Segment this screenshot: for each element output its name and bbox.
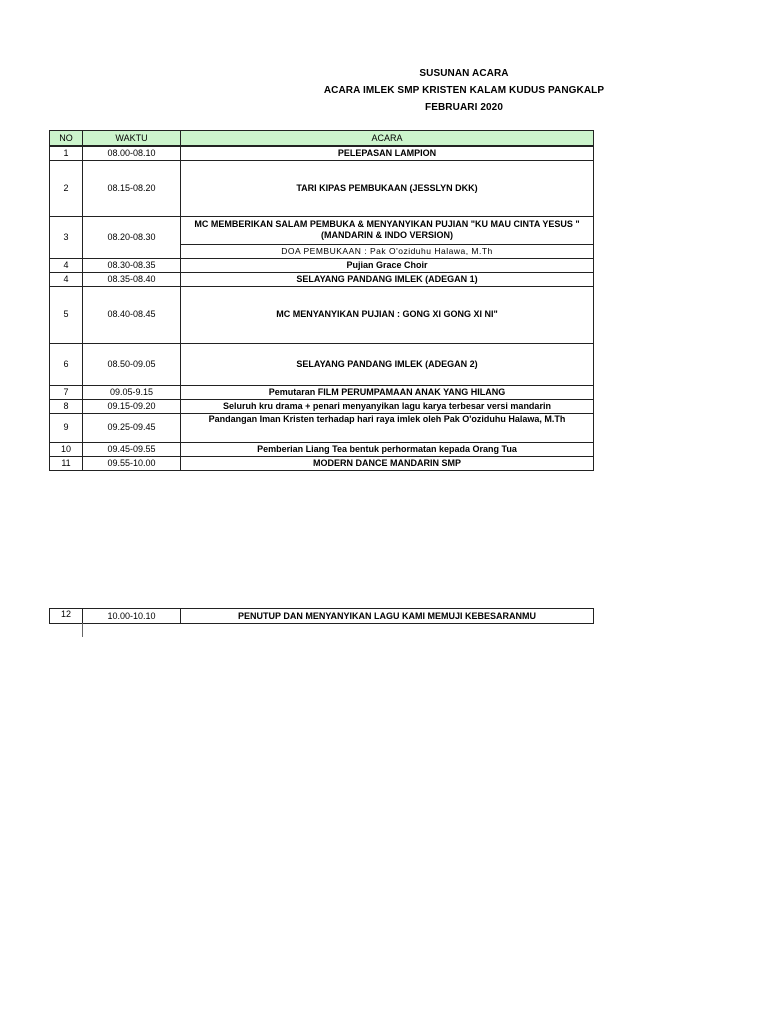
table-row	[50, 456, 594, 470]
table-row	[50, 609, 594, 624]
row-waktu: 09.45-09.55	[83, 442, 181, 456]
row-acara: Pemutaran FILM PERUMPAMAAN ANAK YANG HILANG	[181, 385, 594, 399]
schedule-table	[49, 130, 594, 471]
table-row	[50, 160, 594, 216]
row-no: 12	[50, 609, 83, 624]
row-waktu: 10.00-10.10	[83, 609, 181, 624]
row-acara: Pandangan Iman Kristen terhadap hari raya imlek oleh Pak O'oziduhu Halawa, M.Th	[181, 413, 594, 442]
row-no: 9	[50, 413, 83, 442]
row-acara: Pujian Grace Choir	[181, 258, 594, 272]
row-acara: TARI KIPAS PEMBUKAAN (JESSLYN DKK)	[181, 160, 594, 216]
row-waktu: 08.50-09.05	[83, 343, 181, 385]
table-row	[50, 413, 594, 442]
row-waktu: 08.20-08.30	[83, 216, 181, 258]
table-row	[50, 216, 594, 244]
row-waktu: 09.25-09.45	[83, 413, 181, 442]
row-waktu: 09.55-10.00	[83, 456, 181, 470]
row-waktu: 08.00-08.10	[83, 146, 181, 160]
row-acara: PENUTUP DAN MENYANYIKAN LAGU KAMI MEMUJI KEBESARANMU	[181, 609, 594, 624]
row-waktu: 09.15-09.20	[83, 399, 181, 413]
row-acara: MODERN DANCE MANDARIN SMP	[181, 456, 594, 470]
table-row	[50, 286, 594, 343]
row-waktu: 08.35-08.40	[83, 272, 181, 286]
table-row	[50, 343, 594, 385]
row-no: 4	[50, 258, 83, 272]
header-waktu: WAKTU	[83, 131, 181, 147]
event-title: ACARA IMLEK SMP KRISTEN KALAM KUDUS PANGKALP	[323, 85, 605, 96]
document-title: SUSUNAN ACARA	[419, 68, 509, 79]
row-no: 5	[50, 286, 83, 343]
table-header-row	[50, 131, 594, 147]
row-acara: MC MEMBERIKAN SALAM PEMBUKA & MENYANYIKAN PUJIAN "KU MAU CINTA YESUS " (MANDARIN & INDO VERSION)	[181, 216, 594, 244]
header-no: NO	[50, 131, 83, 147]
column-divider	[82, 623, 83, 637]
table-row	[50, 146, 594, 160]
row-no: 3	[50, 216, 83, 258]
row-acara-sub: DOA PEMBUKAAN : Pak O'oziduhu Halawa, M.Th	[181, 244, 594, 258]
event-date: FEBRUARI 2020	[425, 102, 503, 113]
closing-row-table	[49, 608, 594, 624]
table-row	[50, 399, 594, 413]
row-acara: PELEPASAN LAMPION	[181, 146, 594, 160]
row-no: 7	[50, 385, 83, 399]
row-acara: SELAYANG PANDANG IMLEK (ADEGAN 1)	[181, 272, 594, 286]
row-no: 6	[50, 343, 83, 385]
row-waktu: 08.40-08.45	[83, 286, 181, 343]
table-row	[50, 272, 594, 286]
row-waktu: 08.30-08.35	[83, 258, 181, 272]
row-no: 4	[50, 272, 83, 286]
row-no: 1	[50, 146, 83, 160]
table-row	[50, 385, 594, 399]
row-no: 10	[50, 442, 83, 456]
row-acara: Seluruh kru drama + penari menyanyikan lagu karya terbesar versi mandarin	[181, 399, 594, 413]
header-acara: ACARA	[181, 131, 594, 147]
row-no: 2	[50, 160, 83, 216]
row-acara: MC MENYANYIKAN PUJIAN : GONG XI GONG XI NI"	[181, 286, 594, 343]
table-row	[50, 442, 594, 456]
row-waktu: 09.05-9.15	[83, 385, 181, 399]
row-acara: SELAYANG PANDANG IMLEK (ADEGAN 2)	[181, 343, 594, 385]
row-no: 11	[50, 456, 83, 470]
row-acara: Pemberian Liang Tea bentuk perhormatan kepada Orang Tua	[181, 442, 594, 456]
row-no: 8	[50, 399, 83, 413]
table-row	[50, 258, 594, 272]
row-waktu: 08.15-08.20	[83, 160, 181, 216]
